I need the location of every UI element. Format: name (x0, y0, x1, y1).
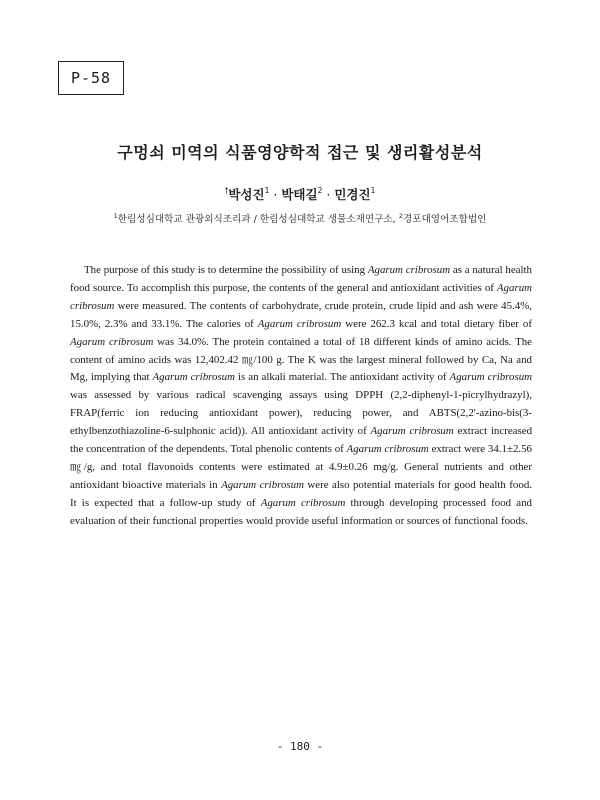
abstract-text: were measured. The contents of carbohydrate, crude protein, crude lipid and ash were 45.4%, 15.0%, 2.3% and 33.1%. The calories of (70, 299, 532, 330)
abstract-text: as a natural health food source. To accomplish this purpose, the contents of the general and antioxidant activities of (70, 264, 532, 294)
poster-id-box (58, 61, 124, 95)
affil-mark: 2 (398, 212, 403, 220)
author-name: 민경진 (334, 187, 371, 202)
species-name: Agarum cribrosum (260, 496, 346, 509)
species-name: Agarum cribrosum (70, 335, 154, 348)
author-affil-mark: 1 (264, 186, 270, 195)
abstract-text: extract increased the concentration of the dependents. Total phenolic contents of (70, 425, 533, 456)
author-3 (334, 187, 375, 202)
author-separator: · (273, 187, 278, 202)
author-list (0, 185, 600, 203)
author-name: 박성진 (228, 187, 265, 202)
species-name: Agarum cribrosum (370, 425, 454, 438)
affil-text: 경포대영어조합법인 (402, 214, 487, 225)
species-name: Agarum cribrosum (449, 371, 533, 384)
author-1 (225, 187, 270, 202)
author-separator: · (326, 187, 331, 202)
species-name: Agarum cribrosum (221, 478, 304, 491)
affil-text: 한림성심대학교 관광외식조리과 / 한림성심대학교 생물소재연구소, (117, 214, 396, 225)
abstract-text: was assessed by various radical scavenging assays using DPPH (2,2-diphenyl-1-picrylhydrazyl), FRAP(ferric ion reducing antioxidant power), reducing power, and ABTS(2,2'-azino-bis(3-ethylbenzothiazoline-6-sulphonic acid)). All antioxidant activity of (70, 389, 532, 438)
poster-id: P-58 (70, 69, 112, 87)
author-affil-mark: 2 (317, 186, 323, 195)
abstract-text: extract were 34.1±2.56 ㎎/g, and total flavonoids contents were estimated at 4.9±0.26 mg/g. General nutrients and other antioxidant bioactive materials in (70, 443, 533, 491)
abstract-text: The purpose of this study is to determine the possibility of using (84, 264, 368, 276)
abstract-text: were also potential materials for good health food. It is expected that a follow-up study of (70, 478, 532, 509)
author-name: 박태길 (281, 187, 318, 202)
species-name: Agarum cribrosum (257, 317, 342, 330)
affil-mark: 1 (113, 212, 118, 220)
abstract-text: is an alkali material. The antioxidant activity of (234, 371, 450, 384)
abstract-text: through developing processed food and evaluation of their functional properties would provide useful information or sources of functional foods. (70, 496, 533, 527)
abstract-text: was 34.0%. The protein contained a total of 18 different kinds of amino acids. The content of amino acids was 12,402.42 ㎎/100 g. The K was the largest mineral followed by Ca, Na and Mg, implying that (70, 335, 532, 384)
corresponding-mark: † (224, 186, 229, 195)
species-name: Agarum cribrosum (70, 281, 532, 312)
species-name: Agarum cribrosum (152, 371, 235, 384)
page-number: - 180 - (276, 740, 324, 753)
abstract-body (70, 262, 532, 531)
abstract-text: were 262.3 kcal and total dietary fiber of (341, 317, 532, 330)
author-2 (281, 187, 322, 202)
author-affil-mark: 1 (370, 186, 376, 195)
affiliations (0, 211, 600, 225)
species-name: Agarum cribrosum (346, 443, 429, 456)
species-name: Agarum cribrosum (367, 264, 451, 276)
paper-title: 구멍쇠 미역의 식품영양학적 접근 및 생리활성분석 (117, 143, 483, 162)
